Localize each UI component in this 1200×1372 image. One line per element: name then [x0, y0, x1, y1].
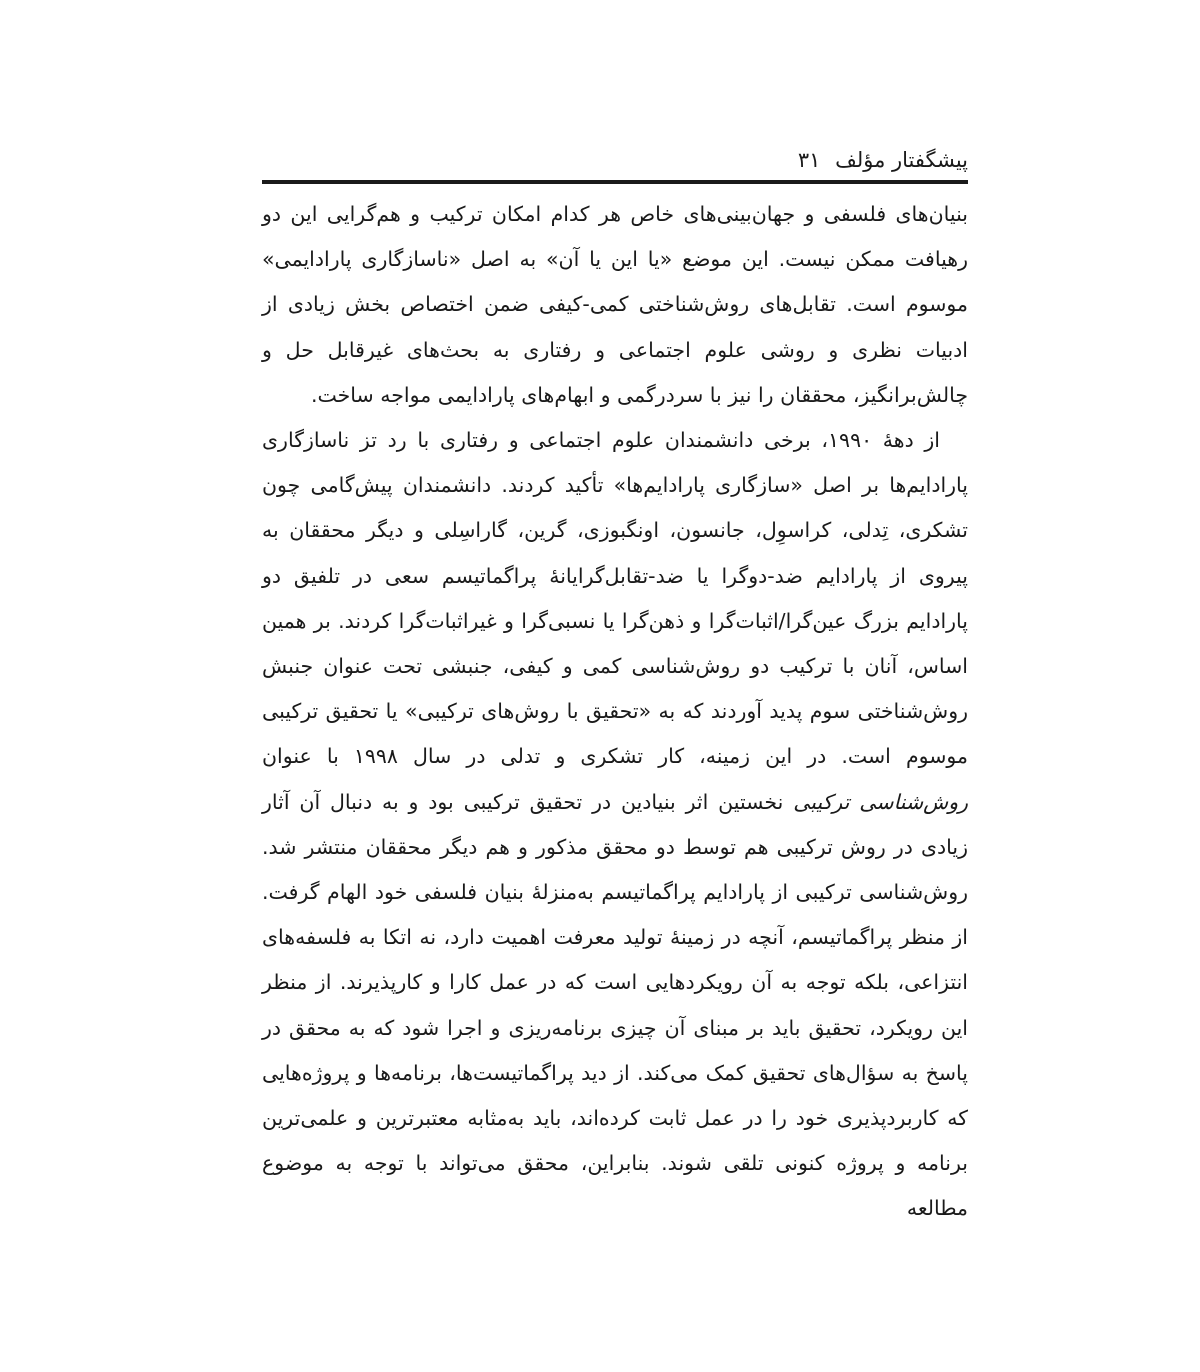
paragraph-2-part-1: از دهۀ ۱۹۹۰، برخی دانشمندان علوم اجتماعی و رفتاری با رد تز ناسازگاری پارادایم‌ها بر اصل «سازگاری پارادایم‌ها» تأکید کردند. دانشمندان پیش‌گامی چون تشکری، تِدلی، کراسوِل، جانسون، اونگبوزی، گرین، گاراسِلی و دیگر محققان به پیروی از پارادایم ضد-دوگرا یا ضد-تقابل‌گرایانۀ پراگماتیسم سعی در تلفیق دو پارادایم بزرگ عین‌گرا/اثبات‌گرا و ذهن‌گرا یا نسبی‌گرا و غیراثبات‌گرا کردند. بر همین اساس، آنان با ترکیب دو روش‌شناسی کمی و کیفی، جنبشی تحت عنوان جنبش روش‌شناختی سوم پدید آوردند که به «تحقیق با روش‌های ترکیبی» یا تحقیق ترکیبی موسوم است. در این زمینه، کار تشکری و تدلی در سال ۱۹۹۸ با عنوان: [262, 428, 968, 769]
paragraph-2-part-2: نخستین اثر بنیادین در تحقیق ترکیبی بود و به دنبال آن آثار زیادی در روش ترکیبی هم توسط دو محقق مذکور و هم دیگر محققان منتشر شد. روش‌شناسی ترکیبی از پارادایم پراگماتیسم به‌منزلۀ بنیان فلسفی خود الهام گرفت. از منظر پراگماتیسم، آنچه در زمینۀ تولید معرفت اهمیت دارد، نه اتکا به فلسفه‌های انتزاعی، بلکه توجه به آن رویکردهایی است که در عمل کارا و کارپذیرند. از منظر این رویکرد، تحقیق باید بر مبنای آن چیزی برنامه‌ریزی و اجرا شود که به محقق در پاسخ به سؤال‌های تحقیق کمک می‌کند. از دید پراگماتیست‌ها، برنامه‌ها و پروژه‌هایی که کاربردپذیری خود را در عمل ثابت کرده‌اند، باید به‌مثابه معتبرترین و علمی‌ترین برنامه و پروژه کنونی تلقی شوند. بنابراین، محقق می‌تواند با توجه به موضوع مطالعه: [262, 789, 968, 1221]
paragraph-1: بنیان‌های فلسفی و جهان‌بینی‌های خاص هر کدام امکان ترکیب و هم‌گرایی این دو رهیافت ممکن نیست. این موضع «یا این یا آن» به اصل «ناسازگاری پارادایمی» موسوم است. تقابل‌های روش‌شناختی کمی-کیفی ضمن اختصاص بخش زیادی از ادبیات نظری و روشی علوم اجتماعی و رفتاری به بحث‌های غیرقابل حل و چالش‌برانگیز، محققان را نیز با سردرگمی و ابهام‌های پارادایمی مواجه ساخت.: [262, 202, 968, 407]
paragraph-2: [262, 418, 968, 1232]
book-title-italic: روش‌شناسی ترکیبی: [793, 789, 968, 814]
body-text: [262, 192, 968, 1232]
running-title: پیشگفتار مؤلف: [835, 148, 968, 172]
page-number: ۳۱: [797, 148, 821, 172]
running-header: [262, 140, 968, 180]
header-rule: [262, 180, 968, 184]
